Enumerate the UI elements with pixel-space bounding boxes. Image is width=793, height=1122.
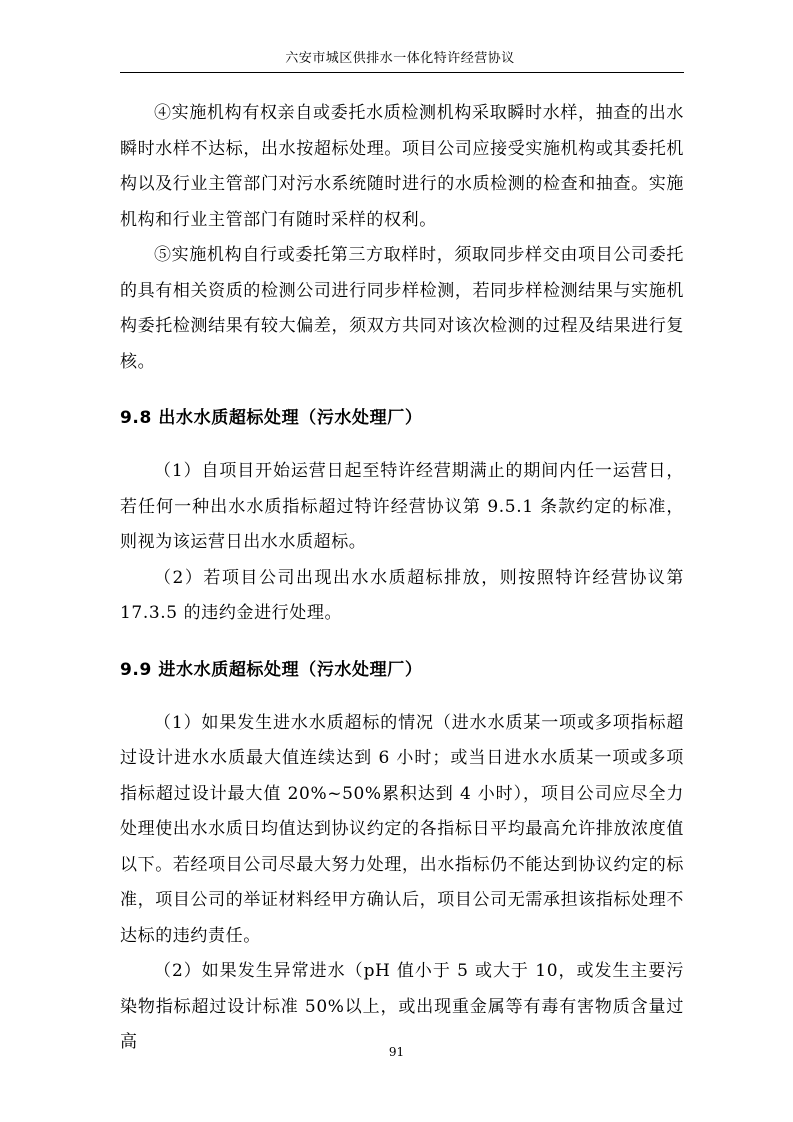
page-content [120,96,684,1061]
spacer [120,688,684,706]
heading-9-8: 9.8 出水水质超标处理（污水处理厂） [120,408,423,428]
page-number: 91 [388,1045,405,1059]
spacer [120,380,684,400]
paragraph-9-9-2: （2）如果发生异常进水（pH 值小于 5 或大于 10，或发生主要污染物指标超过设计标准 50%以上，或出现重金属等有毒有害物质含量过高 [120,961,684,1052]
header-rule [120,72,684,73]
spacer [120,436,684,454]
paragraph-9-9-1: （1）如果发生进水水质超标的情况（进水水质某一项或多项指标超过设计进水水质最大值连续达到 6 小时；或当日进水水质某一项或多项指标超过设计最大值 20%~50%累积达到 4 小时），项目公司应尽全力处理使出水水质日均值达到协议约定的各指标日平均最高允许排放浓度值以下。若经项目公司尽最大努力处理，出水指标仍不能达到协议约定的标准，项目公司的举证材料经甲方确认后，项目公司无需承担该指标处理不达标的违约责任。 [120,712,684,946]
paragraph-9-8-2: （2）若项目公司出现出水水质超标排放，则按照特许经营协议第 17.3.5 的违约金进行处理。 [120,567,684,623]
paragraph-9-8-1: （1）自项目开始运营日起至特许经营期满止的期间内任一运营日，若任何一种出水水质指标超过特许经营协议第 9.5.1 条款约定的标准，则视为该运营日出水水质超标。 [120,461,684,552]
paragraph-sampling-rights: ④实施机构有权亲自或委托水质检测机构采取瞬时水样，抽查的出水瞬时水样不达标，出水按超标处理。项目公司应接受实施机构或其委托机构以及行业主管部门对污水系统随时进行的水质检测的检查和抽查。实施机构和行业主管部门有随时采样的权利。 [120,103,684,230]
heading-9-9: 9.9 进水水质超标处理（污水处理厂） [120,659,423,680]
spacer [120,632,684,652]
paragraph-third-party-sampling: ⑤实施机构自行或委托第三方取样时，须取同步样交由项目公司委托的具有相关资质的检测公司进行同步样检测，若同步样检测结果与实施机构委托检测结果有较大偏差，须双方共同对该次检测的过程及结果进行复核。 [120,245,684,372]
running-header: 六安市城区供排水一体化特许经营协议 [285,51,515,66]
